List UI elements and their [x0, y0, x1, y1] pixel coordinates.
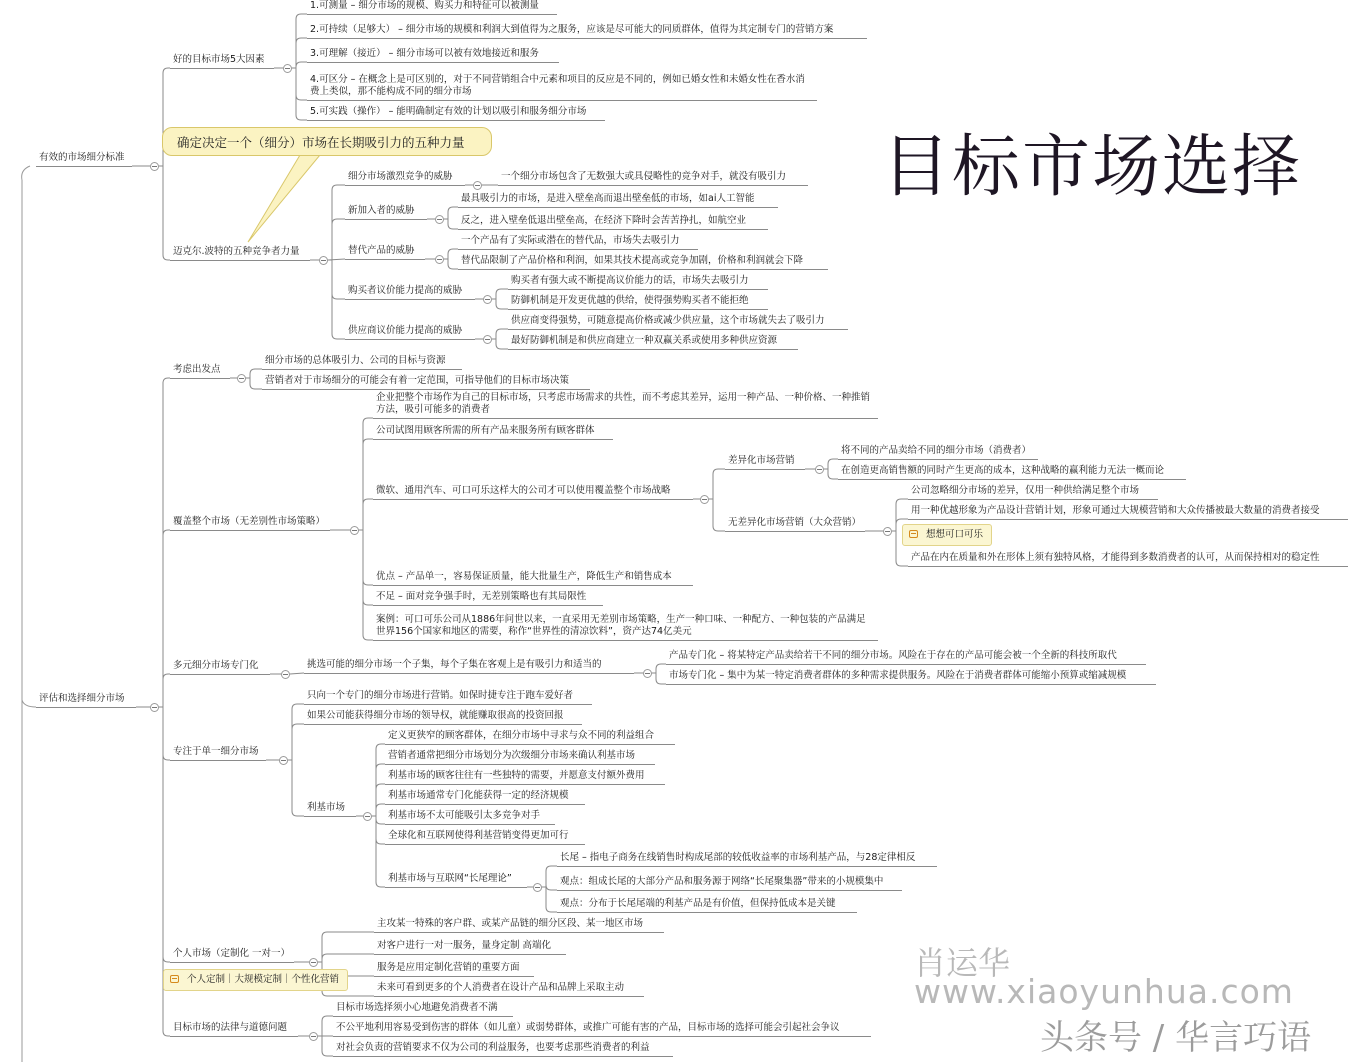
collapse-toggle-icon[interactable]	[281, 670, 290, 679]
connector-line	[292, 68, 307, 100]
node-underline	[385, 744, 675, 745]
connector-line	[318, 1036, 333, 1056]
leaf-undifferentiated-3[interactable]: 产品在内在质量和外在形体上须有独特风格，才能得到多数消费者的认可，从而保持相对的稳定性	[908, 552, 1348, 564]
leaf-buyers-1[interactable]: 购买者有强大或不断提高议价能力的话，市场失去吸引力	[508, 275, 768, 287]
connector-line	[22, 166, 30, 1062]
connector-line	[652, 673, 666, 684]
leaf-legal-3[interactable]: 对社会负责的营销要求不仅为公司的利益服务，也要考虑那些消费者的利益	[333, 1042, 673, 1054]
connector-line	[288, 724, 304, 760]
connector-line	[492, 339, 508, 349]
node-underline	[304, 673, 634, 674]
connector-line	[824, 459, 838, 469]
leaf-long-tail-2[interactable]: 观点：组成长尾的大部分产品和服务源于网络“长尾聚集器”带来的小规模集中	[557, 876, 902, 888]
node-underline	[508, 349, 798, 350]
pill-label: 想想可口可乐	[926, 529, 984, 540]
node-underline	[333, 1056, 673, 1057]
node-underline	[36, 707, 136, 708]
leaf-entrants-1[interactable]: 最具吸引力的市场，是进入壁垒高而退出壁垒低的市场，如ai人工智能	[458, 193, 778, 205]
node-underline	[373, 499, 693, 500]
node-starting-point[interactable]: 考虑出发点	[170, 364, 230, 376]
node-underline	[304, 816, 356, 817]
connector-line	[359, 499, 373, 530]
leaf-suppliers-2[interactable]: 最好防御机制是和供应商建立一种双赢关系或使用多种供应资源	[508, 335, 798, 347]
connector-line	[22, 700, 36, 707]
connector-line	[328, 260, 345, 299]
leaf-single-2[interactable]: 如果公司能获得细分市场的领导权，就能赚取很高的投资回报	[304, 710, 582, 722]
node-underline	[908, 566, 1348, 567]
leaf-substitutes-1[interactable]: 一个产品有了实际或潜在的替代品，市场失去吸引力	[458, 235, 698, 247]
leaf-substitutes-2[interactable]: 替代品限制了产品价格和利润，如果其技术提高或竞争加剧，价格和利润就会下降	[458, 255, 828, 267]
connector-line	[318, 932, 374, 962]
connector-line	[824, 469, 838, 479]
branch-evaluate-select-segments[interactable]: 评估和选择细分市场	[36, 693, 136, 705]
node-underline	[374, 932, 664, 933]
leaf-single-1[interactable]: 只向一个专门的细分市场进行营销。如保时捷专注于跑车爱好者	[304, 690, 592, 702]
callout-five-forces[interactable]: 确定决定一个（细分）市场在长期吸引力的五种力量	[162, 127, 492, 156]
connector-line	[492, 329, 508, 339]
leaf-niche-5[interactable]: 利基市场不太可能吸引太多竞争对手	[385, 810, 555, 822]
node-underline	[345, 185, 465, 186]
leaf-starting-2[interactable]: 营销者对于市场细分的可能会有着一定范围，可指导他们的目标市场决策	[262, 375, 590, 387]
leaf-differentiated-2[interactable]: 在创造更高销售额的同时产生更高的成本，这种战略的赢利能力无法一概而论	[838, 465, 1186, 477]
leaf-full-coverage-2[interactable]: 公司试图用顾客所需的所有产品来服务所有顾客群体	[373, 425, 613, 437]
node-underline	[557, 890, 902, 891]
leaf-case-coca-cola[interactable]: 案例：可口可乐公司从1886年问世以来，一直采用无差别市场策略，生产一种口味、一种配方、一种包装的产品满足世界156个国家和地区的需要，称作“世界性的清凉饮料”，资产达74亿美元	[373, 614, 878, 638]
connector-line	[444, 219, 458, 229]
node-single-segment[interactable]: 专注于单一细分市场	[170, 746, 266, 758]
leaf-differentiated-1[interactable]: 将不同的产品卖给不同的细分市场（消费者）	[838, 445, 1038, 457]
connector-line	[652, 664, 666, 673]
collapse-toggle-icon[interactable]	[643, 669, 652, 678]
force-buyers[interactable]: 购买者议价能力提高的威胁	[345, 285, 475, 297]
connector-line	[292, 14, 307, 68]
leaf-sustainable[interactable]: 2.可持续（足够大） – 细分市场的规模和利润大到值得为之服务，应该是尽可能大的同质群体，值得为其定制专门的营销方案	[307, 24, 867, 36]
force-new-entrants[interactable]: 新加入者的威胁	[345, 205, 427, 217]
connector-line	[292, 68, 307, 120]
node-underline	[262, 369, 462, 370]
node-underline	[333, 1016, 513, 1017]
node-underline	[345, 299, 475, 300]
node-underline	[374, 976, 534, 977]
connector-line	[709, 499, 725, 531]
leaf-actionable[interactable]: 5.可实践（操作） – 能明确制定有效的计划以吸引和服务细分市场	[307, 106, 605, 118]
force-suppliers[interactable]: 供应商议价能力提高的威胁	[345, 325, 475, 337]
leaf-undifferentiated-1[interactable]: 公司忽略细分市场的差异，仅用一种供给满足整个市场	[908, 485, 1158, 497]
leaf-niche-6[interactable]: 全球化和互联网使得利基营销变得更加可行	[385, 830, 585, 842]
collapse-toggle-icon[interactable]	[350, 526, 359, 535]
connector-line	[288, 760, 304, 816]
connector-line	[542, 887, 557, 912]
node-underline	[170, 1036, 298, 1037]
connector-line	[492, 289, 508, 299]
node-underline	[385, 887, 527, 888]
leaf-individual-4[interactable]: 未来可看到更多的个人消费者在设计产品和品牌上采取主动	[374, 982, 644, 994]
node-underline	[170, 962, 294, 963]
connector-line	[159, 378, 170, 707]
node-multi-segment[interactable]: 多元细分市场专门化	[170, 660, 270, 672]
node-underline	[307, 38, 867, 39]
node-underline	[908, 519, 1348, 520]
leaf-long-tail-3[interactable]: 观点：分布于长尾尾端的利基产品是有价值，但保持低成本是关键	[557, 898, 857, 910]
node-underline	[385, 764, 655, 765]
force-rivalry[interactable]: 细分市场激烈竞争的威胁	[345, 171, 465, 183]
note-think-coca-cola[interactable]	[902, 524, 992, 546]
node-underline	[374, 954, 566, 955]
node-underline	[373, 418, 878, 419]
node-underline	[345, 339, 475, 340]
connector-line	[359, 530, 373, 585]
connector-line	[159, 166, 170, 260]
node-underline	[385, 784, 665, 785]
node-underline	[385, 804, 585, 805]
node-underline	[557, 912, 857, 913]
node-underline	[838, 459, 1038, 460]
leaf-full-coverage-1[interactable]: 企业把整个市场作为自己的目标市场，只考虑市场需求的共性，而不考虑其差异，运用一种产品、一种价格、一种推销方法，吸引可能多的消费者	[373, 392, 878, 416]
watermark-source: 头条号 / 华言巧语	[1040, 1018, 1312, 1058]
collapse-toggle-icon[interactable]	[435, 255, 444, 264]
connector-line	[292, 38, 307, 68]
collapse-toggle-icon[interactable]	[483, 295, 492, 304]
collapse-toggle-icon[interactable]	[150, 703, 159, 712]
node-underline	[725, 531, 865, 532]
node-underline	[508, 329, 848, 330]
connector-line	[159, 530, 170, 707]
collapse-toggle-icon[interactable]	[283, 64, 292, 73]
leaf-individual-3[interactable]: 服务是应用定制化营销的重要方面	[374, 962, 534, 974]
collapse-toggle-icon[interactable]	[435, 215, 444, 224]
collapse-toggle-icon[interactable]	[700, 495, 709, 504]
collapse-toggle-icon[interactable]	[150, 162, 159, 171]
connector-line	[444, 207, 458, 219]
leaf-entrants-2[interactable]: 反之，进入壁垒低退出壁垒高，在经济下降时会苦苦挣扎，如航空业	[458, 215, 768, 227]
node-underline	[307, 100, 817, 101]
node-underline	[373, 585, 693, 586]
collapse-toggle-icon[interactable]	[279, 756, 288, 765]
leaf-buyers-2[interactable]: 防御机制是开发更优越的供给，使得强势购买者不能拒绝	[508, 295, 768, 307]
node-niche-market[interactable]: 利基市场	[304, 802, 356, 814]
node-underline	[262, 389, 590, 390]
leaf-suppliers-1[interactable]: 供应商变得强势，可随意提高价格或减少供应量，这个市场就失去了吸引力	[508, 315, 848, 327]
collapse-toggle-icon[interactable]	[883, 527, 892, 536]
collapse-toggle-icon[interactable]	[309, 958, 318, 967]
node-underline	[373, 640, 878, 641]
leaf-advantage[interactable]: 优点 – 产品单一，容易保证质量，能大批量生产，降低生产和销售成本	[373, 571, 693, 583]
collapse-toggle-icon[interactable]	[533, 883, 542, 892]
collapse-toggle-icon[interactable]	[237, 374, 246, 383]
connector-line	[290, 673, 304, 674]
connector-line	[372, 784, 385, 816]
node-underline	[170, 674, 270, 675]
pill-label: 个人定制｜大规模定制｜个性化营销	[187, 974, 340, 985]
watermark-author: 肖运华	[914, 944, 1011, 982]
node-underline	[36, 166, 132, 167]
connector-line	[246, 369, 262, 378]
node-underline	[307, 120, 605, 121]
connector-line	[372, 804, 385, 816]
note-customization-tags[interactable]	[163, 969, 348, 991]
node-underline	[373, 605, 603, 606]
leaf-disadvantage[interactable]: 不足 – 面对竞争强手时，无差别策略也有其局限性	[373, 591, 603, 603]
connector-line	[372, 744, 385, 816]
connector-line	[492, 299, 508, 309]
leaf-product-specialization[interactable]: 产品专门化 – 将某特定产品卖给若干不同的细分市场。风险在于存在的产品可能会被一个全新的科技所取代	[666, 650, 1146, 662]
collapse-toggle-icon[interactable]	[319, 256, 328, 265]
node-long-tail[interactable]: 利基市场与互联网“长尾理论”	[385, 873, 527, 885]
connector-line	[709, 469, 725, 499]
node-underline	[307, 14, 557, 15]
node-underline	[498, 185, 808, 186]
connector-line	[359, 530, 373, 605]
leaf-long-tail-1[interactable]: 长尾 – 指电子商务在线销售时构成尾部的较低收益率的市场利基产品，与28定律相反	[557, 852, 937, 864]
note-icon	[909, 530, 918, 538]
node-underline	[373, 439, 613, 440]
connector-line	[372, 764, 385, 816]
page-title: 目标市场选择	[882, 128, 1303, 207]
leaf-accessible[interactable]: 3.可理解（接近） – 细分市场可以被有效地接近和服务	[307, 48, 559, 60]
collapse-toggle-icon[interactable]	[473, 181, 482, 190]
node-underline	[374, 996, 644, 997]
node-underline	[458, 269, 828, 270]
node-porter-five-forces[interactable]: 迈克尔.波特的五种竞争者力量	[170, 246, 310, 258]
node-underline	[458, 229, 768, 230]
leaf-legal-1[interactable]: 目标市场选择须小心地避免消费者不满	[333, 1002, 513, 1014]
node-undifferentiated[interactable]: 无差异化市场营销（大众营销）	[725, 517, 865, 529]
leaf-individual-2[interactable]: 对客户进行一对一服务，量身定制 高端化	[374, 940, 566, 952]
node-underline	[345, 219, 427, 220]
connector-line	[159, 707, 170, 760]
connector-line	[159, 707, 170, 962]
node-underline	[333, 1036, 871, 1037]
collapse-toggle-icon[interactable]	[483, 335, 492, 344]
node-underline	[304, 724, 582, 725]
node-underline	[345, 259, 425, 260]
node-good-target-market[interactable]: 好的目标市场5大因素	[170, 54, 274, 66]
connector-line	[159, 674, 170, 707]
connector-line	[359, 418, 373, 530]
node-underline	[170, 260, 310, 261]
watermark-url: www.xiaoyunhua.com	[914, 972, 1294, 1011]
connector-line	[444, 249, 458, 259]
node-full-market-coverage[interactable]: 覆盖整个市场（无差别性市场策略）	[170, 516, 330, 528]
node-underline	[838, 479, 1186, 480]
collapse-toggle-icon[interactable]	[309, 1032, 318, 1041]
node-underline	[170, 530, 330, 531]
node-underline	[170, 378, 230, 379]
node-underline	[725, 469, 805, 470]
node-underline	[666, 684, 1156, 685]
leaf-multi-segment[interactable]: 挑选可能的细分市场一个子集，每个子集在客观上是有吸引力和适当的	[304, 659, 634, 671]
node-underline	[170, 68, 274, 69]
callout-pointer	[248, 155, 320, 242]
collapse-toggle-icon[interactable]	[815, 465, 824, 474]
leaf-starting-1[interactable]: 细分市场的总体吸引力、公司的目标与资源	[262, 355, 462, 367]
leaf-individual-1[interactable]: 主攻某一特殊的客户群、或某产品链的细分区段、某一地区市场	[374, 918, 664, 930]
leaf-legal-2[interactable]: 不公平地利用容易受到伤害的群体（如儿童）或弱势群体，或推广可能有害的产品，目标市场的选择可能会引起社会争议	[333, 1022, 871, 1034]
node-underline	[385, 824, 555, 825]
node-differentiated[interactable]: 差异化市场营销	[725, 455, 805, 467]
connector-line	[372, 816, 385, 887]
connector-line	[444, 259, 458, 269]
node-underline	[458, 207, 778, 208]
leaf-niche-3[interactable]: 利基市场的顾客往往有一些独特的需要，并愿意支付额外费用	[385, 770, 665, 782]
leaf-niche-2[interactable]: 营销者通常把细分市场划分为次级细分市场来确认利基市场	[385, 750, 655, 762]
leaf-niche-1[interactable]: 定义更狭窄的顾客群体，在细分市场中寻求与众不同的利益组合	[385, 730, 675, 742]
connector-line	[372, 816, 385, 824]
connector-line	[328, 185, 345, 260]
leaf-full-coverage-3[interactable]: 微软、通用汽车、可口可乐这样大的公司才可以使用覆盖整个市场战略	[373, 485, 693, 497]
leaf-rivalry[interactable]: 一个细分市场包含了无数强大或具侵略性的竞争对手，就没有吸引力	[498, 171, 808, 183]
connector-line	[318, 954, 374, 962]
leaf-niche-4[interactable]: 利基市场通常专门化能获得一定的经济规模	[385, 790, 585, 802]
branch-market-segmentation-criteria[interactable]: 有效的市场细分标准	[36, 152, 132, 164]
connector-line	[292, 62, 307, 68]
connector-line	[359, 439, 373, 530]
note-icon	[170, 975, 179, 983]
connector-line	[542, 866, 557, 887]
node-underline	[557, 866, 937, 867]
connector-line	[318, 1016, 333, 1036]
connector-line	[288, 704, 304, 760]
node-underline	[508, 289, 768, 290]
node-underline	[666, 664, 1146, 665]
node-legal-ethical[interactable]: 目标市场的法律与道德问题	[170, 1022, 298, 1034]
node-underline	[307, 62, 559, 63]
node-underline	[385, 844, 585, 845]
leaf-undifferentiated-2[interactable]: 用一种优越形象为产品设计营销计划，形象可通过大规模营销和大众传播被最大数量的消费者接受	[908, 505, 1348, 517]
node-underline	[508, 309, 768, 310]
node-underline	[458, 249, 698, 250]
collapse-toggle-icon[interactable]	[363, 812, 372, 821]
node-individual-market[interactable]: 个人市场（定制化 一对一）	[170, 948, 294, 960]
leaf-measurable[interactable]: 1.可测量 – 细分市场的规模、购买力和特征可以被测量	[307, 0, 557, 12]
force-substitutes[interactable]: 替代产品的威胁	[345, 245, 425, 257]
connector-line	[372, 816, 385, 844]
node-underline	[170, 760, 266, 761]
connector-line	[246, 378, 262, 389]
node-underline	[304, 704, 592, 705]
leaf-market-specialization[interactable]: 市场专门化 – 集中为某一特定消费者群体的多种需求提供服务。风险在于消费者群体可能缩小预算或缩减规模	[666, 670, 1156, 682]
leaf-differentiable[interactable]: 4.可区分 – 在概念上是可区别的，对于不同营销组合中元素和项目的反应是不同的，例如已婚女性和未婚女性在香水消费上类似，那不能构成不同的细分市场	[307, 74, 817, 98]
connector-line	[328, 219, 345, 260]
node-underline	[908, 499, 1158, 500]
